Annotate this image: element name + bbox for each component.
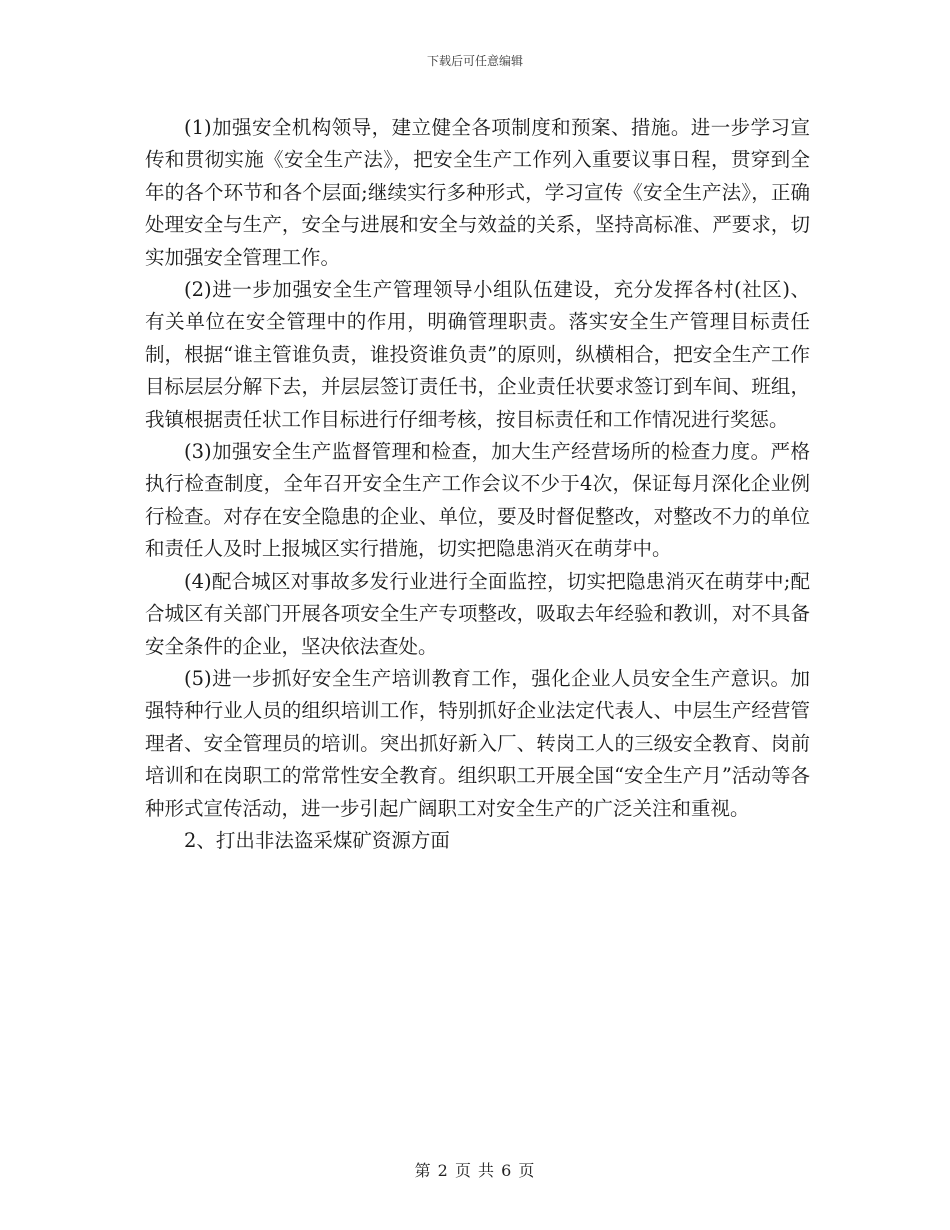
paragraph-3: (3)加强安全生产监督管理和检查，加大生产经营场所的检查力度。严格执行检查制度，全年召开安全生产工作会议不少于4次，保证每月深化企业例行检查。对存在安全隐患的企业、单位，要及时督促整改，对整改不力的单位和责任人及时上报城区实行措施，切实把隐患消灭在萌芽中。 [145,440,810,561]
page-header-note: 下载后可任意编辑 [426,54,523,68]
paragraph-4: (4)配合城区对事故多发行业进行全面监控，切实把隐患消灭在萌芽中;配合城区有关部门开展各项安全生产专项整改，吸取去年经验和教训，对不具备安全条件的企业，坚决依法查处。 [145,569,810,658]
page-number: 第 2 页 共 6 页 [414,1161,536,1180]
paragraph-1: (1)加强安全机构领导，建立健全各项制度和预案、措施。进一步学习宣传和贯彻实施《安全生产法》，把安全生产工作列入重要议事日程，贯穿到全年的各个环节和各个层面;继续实行多种形式，学习宣传《安全生产法》，正确处理安全与生产，安全与进展和安全与效益的关系，坚持高标准、严要求，切实加强安全管理工作。 [145,116,810,269]
paragraph-5: (5)进一步抓好安全生产培训教育工作，强化企业人员安全生产意识。加强特种行业人员的组织培训工作，特别抓好企业法定代表人、中层生产经营管理者、安全管理员的培训。突出抓好新入厂、转岗工人的三级安全教育、岗前培训和在岗职工的常常性安全教育。组织职工开展全国“安全生产月”活动等各种形式宣传活动，进一步引起广阔职工对安全生产的广泛关注和重视。 [145,666,810,820]
document-body [145,112,810,857]
section-heading: 2、打出非法盗采煤矿资源方面 [184,828,450,852]
paragraph-2: (2)进一步加强安全生产管理领导小组队伍建设，充分发挥各村(社区)、有关单位在安全管理中的作用，明确管理职责。落实安全生产管理目标责任制，根据“谁主管谁负责，谁投资谁负责”的原则，纵横相合，把安全生产工作目标层层分解下去，并层层签订责任书，企业责任状要求签订到车间、班组，我镇根据责任状工作目标进行仔细考核，按目标责任和工作情况进行奖惩。 [145,278,810,431]
